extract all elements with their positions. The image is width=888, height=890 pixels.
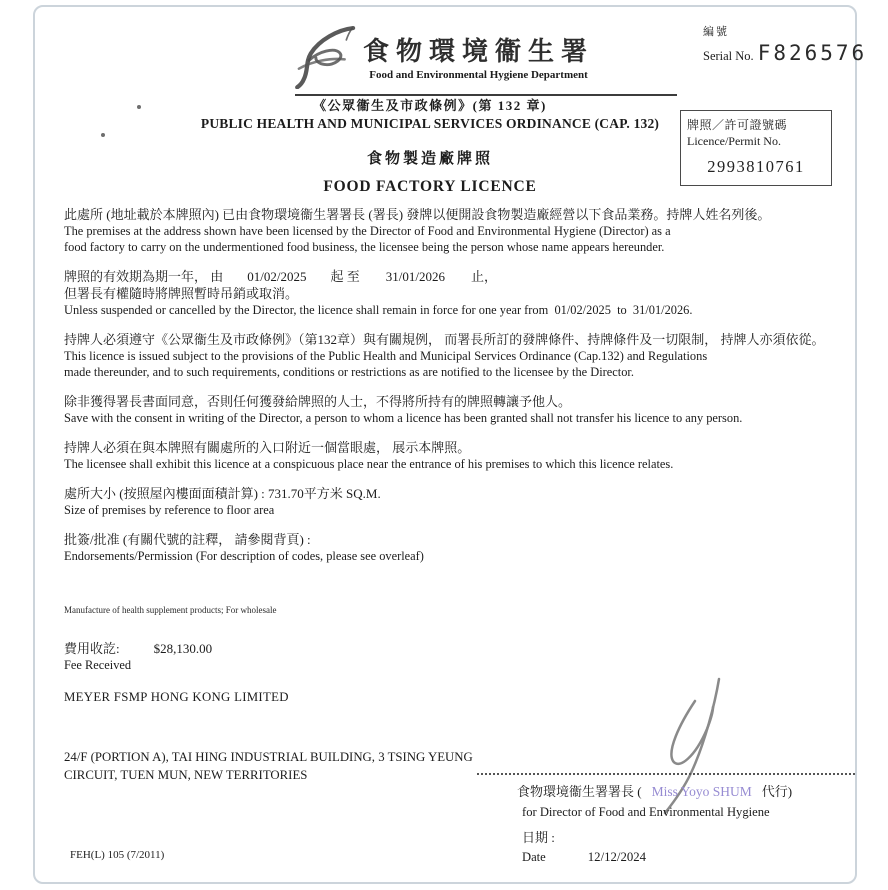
fee-amount: $28,130.00 <box>153 641 213 656</box>
licence-number-label-cn: 牌照／許可證號碼 <box>687 118 788 132</box>
intro-en-line2: food factory to carry on the undermentioned food business, the licensee being the person whose name appears hereunder. <box>64 240 665 254</box>
validity-cn-mid: 起 至 <box>330 269 360 284</box>
signature-line <box>477 759 855 775</box>
signature-title-cn <box>517 781 792 800</box>
validity-date-to: 31/01/2026 <box>385 269 445 284</box>
validity-cn-prefix: 牌照的有效期為期一年， 由 <box>64 269 224 284</box>
conditions-en-line2: made thereunder, and to such requirements, conditions or restrictions as are notified to the licensee by the Director. <box>64 365 634 379</box>
fee-label-en: Fee Received <box>64 658 132 672</box>
date-row <box>522 850 646 865</box>
department-name-en: Food and Environmental Hygiene Department <box>369 69 588 81</box>
department-name <box>363 31 594 81</box>
premises-size-paragraph <box>64 485 836 518</box>
licence-title-cn: 食物製造廠牌照 <box>366 151 493 167</box>
intro-cn: 此處所 (地址載於本牌照內) 已由食物環境衞生署署長 (署長) 發牌以便開設食物製造廠經營以下食品業務。持牌人姓名列後。 <box>64 207 771 222</box>
address-line1: 24/F (PORTION A), TAI HING INDUSTRIAL BUILDING, 3 TSING YEUNG <box>64 750 473 764</box>
transfer-paragraph <box>64 393 836 426</box>
date-label-cn: 日期 : <box>522 830 555 845</box>
validity-cn-suffix: 止， <box>471 269 498 284</box>
form-code: FEH(L) 105 (7/2011) <box>70 849 165 861</box>
fee-block <box>64 640 836 673</box>
validity-cn-line1 <box>64 268 836 285</box>
intro-paragraph <box>64 206 836 255</box>
date-label-en: Date <box>522 850 546 864</box>
ordinance-title-cn: 《公眾衞生及市政條例》(第 132 章) <box>313 98 547 113</box>
licence-number-label-en: Licence/Permit No. <box>687 134 781 148</box>
transfer-cn: 除非獲得署長書面同意，否則任何獲發給牌照的人士，不得將所持有的牌照轉讓予他人。 <box>64 394 572 409</box>
validity-date-from: 01/02/2025 <box>247 269 307 284</box>
premises-size-en: Size of premises by reference to floor area <box>64 503 275 517</box>
date-value: 12/12/2024 <box>587 850 647 864</box>
validity-paragraph <box>64 268 836 318</box>
endorsements-paragraph <box>64 531 836 564</box>
exhibit-cn: 持牌人必須在與本牌照有關處所的入口附近一個當眼處， 展示本牌照。 <box>64 440 471 455</box>
endorsement-detail: Manufacture of health supplement products; For wholesale <box>64 605 277 615</box>
serial-label-cn: 編號 <box>703 26 729 38</box>
endorsements-en: Endorsements/Permission (For description of codes, please see overleaf) <box>64 549 424 563</box>
transfer-en: Save with the consent in writing of the Director, a person to whom a licence has been granted shall not transfer his licence to any person. <box>64 411 743 425</box>
endorsements-cn: 批簽/批准 (有關代號的註釋， 請參閱背頁) : <box>64 532 311 547</box>
serial-label-en: Serial No. <box>703 49 754 63</box>
licence-number-box <box>680 110 832 186</box>
document-page <box>33 5 868 884</box>
address-line2: CIRCUIT, TUEN MUN, NEW TERRITORIES <box>64 768 308 782</box>
fee-line <box>64 640 836 657</box>
premises-size-cn: 處所大小 (按照屋內樓面面積計算) : 731.70平方米 SQ.M. <box>64 486 381 501</box>
body-text <box>64 206 836 705</box>
licence-title-en: FOOD FACTORY LICENCE <box>323 178 537 195</box>
conditions-en-line1: This licence is issued subject to the provisions of the Public Health and Municipal Services Ordinance (Cap.132) and Regulations <box>64 349 708 363</box>
conditions-cn: 持牌人必須遵守《公眾衞生及市政條例》（第132章）與有關規例， 而署長所訂的發牌條件、持牌條件及一切限制， 持牌人亦須依從。 <box>64 332 825 347</box>
licence-number-value: 2993810761 <box>707 157 805 176</box>
ordinance-title-en: PUBLIC HEALTH AND MUNICIPAL SERVICES ORDINANCE (CAP. 132) <box>200 116 660 131</box>
exhibit-en: The licensee shall exhibit this licence at a conspicuous place near the entrance of his premises to which this licence relates. <box>64 457 674 471</box>
signature-cn-suffix: 代行) <box>761 784 793 799</box>
conditions-paragraph <box>64 331 836 380</box>
serial-number-block <box>703 23 867 65</box>
fee-label-cn: 費用收訖: <box>64 641 120 656</box>
licensee-name: MEYER FSMP HONG KONG LIMITED <box>64 690 289 704</box>
signature-cn-prefix: 食物環境衞生署署長 ( <box>517 784 642 799</box>
department-name-cn: 食物環境衞生署 <box>363 37 595 66</box>
serial-number-value: F826576 <box>757 41 868 65</box>
fehd-logo-icon <box>295 23 357 89</box>
signature-title-en: for Director of Food and Environmental Hygiene <box>522 805 770 819</box>
exhibit-paragraph <box>64 439 836 472</box>
validity-cn-line2: 但署長有權隨時將牌照暫時吊銷或取消。 <box>64 286 299 301</box>
intro-en-line1: The premises at the address shown have been licensed by the Director of Food and Environmental Hygiene (Director) as a <box>64 224 671 238</box>
signer-name: Miss Yoyo SHUM <box>651 784 752 799</box>
premises-address <box>64 748 524 784</box>
validity-en: Unless suspended or cancelled by the Director, the licence shall remain in force for one year from 01/02/2025 to 31/01/2026. <box>64 303 693 317</box>
header <box>295 23 677 96</box>
